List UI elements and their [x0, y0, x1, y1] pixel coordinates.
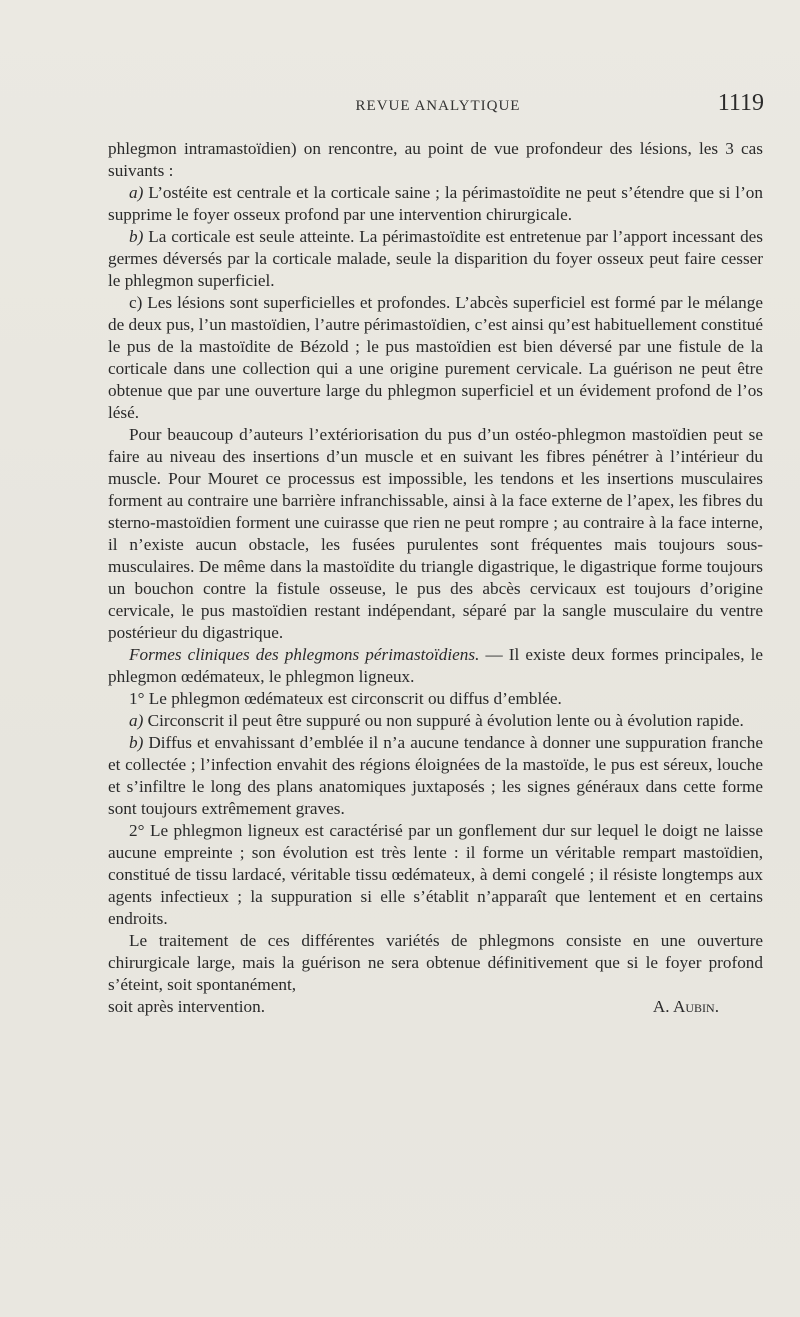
paragraph-5: Pour beaucoup d’auteurs l’extériorisation du pus d’un ostéo-phlegmon mastoïdien peut se faire au niveau des insertions d’un muscle et en suivant les fibres pénétrer à l’intérieur du muscle. Pour Mouret ce processus est impossible, les tendons et les insertions musculaires forment au contraire une barrière infranchissable, ainsi à la face externe de l’apex, les fibres du sterno-mastoïdien forment une cuirasse que rien ne peut rompre ; au contraire à la face interne, il n’existe aucun obstacle, les fusées purulentes sont fréquentes mais toujours sous-musculaires. De même dans la mastoïdite du triangle digastrique, le digastrique forme toujours un bouchon contre la fistule osseuse, le pus des abcès cervicaux est toujours d’origine cervicale, le pus mastoïdien restant indépendant, séparé par la sangle musculaire du ventre postérieur du digastrique.: [108, 425, 763, 642]
item-label-b2: b): [129, 733, 144, 752]
paragraph-6-text: — Il existe deux formes principales, le phlegmon œdémateux, le phlegmon ligneux.: [108, 645, 763, 686]
paragraph-7: 1° Le phlegmon œdémateux est circonscrit ou diffus d’emblée.: [129, 689, 562, 708]
page-header: [108, 90, 768, 120]
page-number: 1119: [717, 90, 764, 116]
item-label-a2: a): [129, 711, 144, 730]
paragraph-2: [108, 182, 763, 226]
paragraph-10: 2° Le phlegmon ligneux est caractérisé par un gonflement dur sur lequel le doigt ne laisse aucune empreinte ; son évolution est très lente : il forme un véritable rempart mastoïdien, constitué de tissu lardacé, véritable tissu œdémateux, à demi congelé ; il résiste longtemps aux agents infectieux ; la suppuration si elle s’établit n’apparaît que lentement et en certains endroits.: [108, 821, 763, 928]
signature-line: [108, 996, 763, 1018]
item-label-a: a): [129, 183, 144, 202]
paragraph-4: c) Les lésions sont superficielles et profondes. L’abcès superficiel est formé par le mélange de deux pus, l’un mastoïdien, l’autre périmastoïdien, c’est ainsi qu’est habituellement constitué le pus de la mastoïdite de Bézold ; le pus mastoïdien est bien déversé par une fistule de la corticale dans une collection qui a une origine purement cervicale. La guérison ne peut être obtenue que par une ouverture large du phlegmon superficiel et un évidement profond de l’os lésé.: [108, 293, 763, 422]
paragraph-8-text: Circonscrit il peut être suppuré ou non suppuré à évolution lente ou à évolution rapide.: [143, 711, 744, 730]
paragraph-9: [108, 732, 763, 820]
article-body: [108, 138, 763, 1018]
paragraph-2-text: L’ostéite est centrale et la corticale saine ; la périmastoïdite ne peut s’étendre que si l’on supprime le foyer osseux profond par une intervention chirurgicale.: [108, 183, 763, 224]
paragraph-8: [108, 710, 763, 732]
paragraph-9-text: Diffus et envahissant d’emblée il n’a aucune tendance à donner une suppuration franche et collectée ; l’infection envahit des régions éloignées de la mastoïde, le pus est séreux, louche et s’infiltre le long des plans anatomiques juxtaposés ; les signes généraux dans cette forme sont toujours extrêmement graves.: [108, 733, 763, 818]
author-signature: A. Aubin.: [652, 997, 719, 1016]
paragraph-11-end: soit après intervention.: [108, 997, 266, 1016]
running-title: REVUE ANALYTIQUE: [355, 98, 521, 114]
paragraph-3: [108, 226, 763, 292]
item-label-b: b): [129, 227, 144, 246]
paragraph-3-text: La corticale est seule atteinte. La périmastoïdite est entretenue par l’apport incessant des germes déversés par la corticale malade, seule la disparition du foyer osseux peut faire cesser le phlegmon superficiel.: [108, 227, 763, 290]
paragraph-11: Le traitement de ces différentes variétés de phlegmons consiste en une ouverture chirurgicale large, mais la guérison ne sera obtenue définitivement que si le foyer profond s’éteint, soit spontanément,: [108, 931, 763, 994]
section-heading: Formes cliniques des phlegmons périmastoïdiens.: [129, 645, 480, 664]
paragraph-1: phlegmon intramastoïdien) on rencontre, au point de vue profondeur des lésions, les 3 cas suivants :: [108, 139, 763, 180]
paragraph-6: [108, 644, 763, 688]
